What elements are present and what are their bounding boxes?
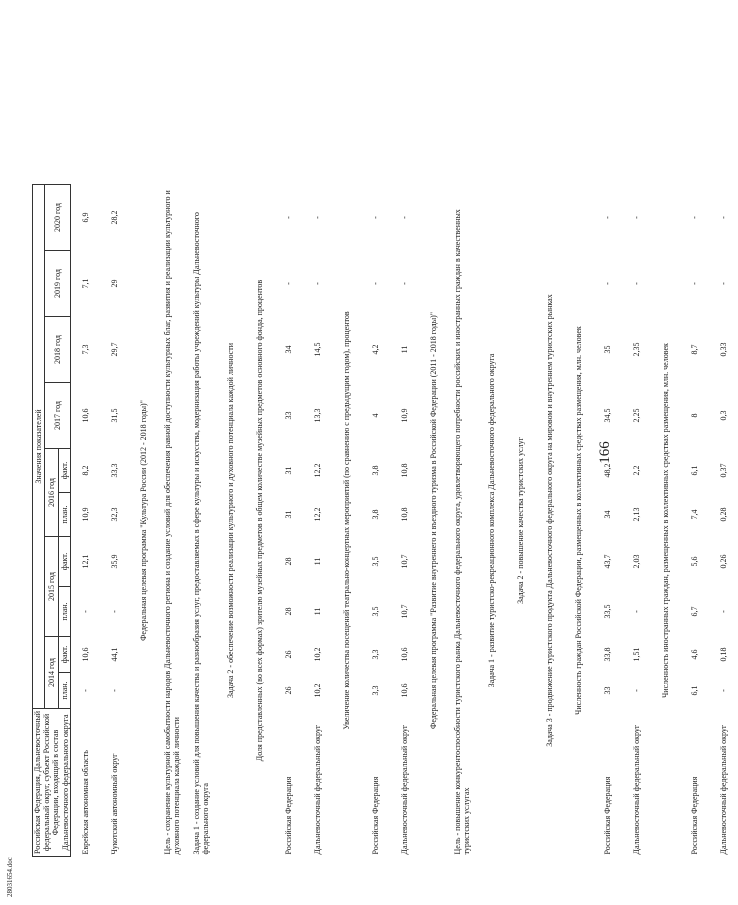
value-cell: 13,3	[312, 408, 322, 423]
value-cell: 31	[283, 466, 293, 475]
value-cell: -	[283, 282, 293, 285]
value-cell: 10,9	[80, 507, 90, 522]
value-cell: 34,5	[602, 408, 612, 423]
value-cell: 31	[283, 510, 293, 519]
row-region-name: Российская Федерация	[689, 776, 699, 855]
section-row	[419, 185, 448, 857]
value-cell: 34	[283, 345, 293, 354]
value-cell: 26	[283, 686, 293, 695]
value-cell: 0,33	[718, 342, 728, 357]
section-row	[332, 185, 361, 857]
section-row	[216, 185, 245, 857]
value-cell: 33	[283, 411, 293, 420]
row-region-name: Дальневосточный федеральный округ	[399, 724, 409, 855]
value-cell: 8	[689, 413, 699, 418]
table-header	[33, 185, 71, 857]
value-cell: -	[718, 216, 728, 219]
section-row	[535, 185, 564, 857]
value-cell: 3,8	[370, 465, 380, 476]
document-id: 28031654.doc	[6, 857, 14, 897]
value-cell: 11	[312, 607, 322, 616]
plan-header: план.	[58, 587, 70, 637]
section-heading: Задача 3 - продвижение туристского продукта Дальневосточного федерального округа на мировом и внутреннем туристских рынках	[544, 294, 554, 747]
row-region-name: Еврейская автономная область	[80, 750, 90, 855]
value-cell: 4,2	[370, 344, 380, 355]
value-cell: -	[631, 689, 641, 692]
value-cell: 8,2	[80, 465, 90, 476]
section-heading: Задача 2 - обеспечение возможности реализации культурного и духовного потенциала каждой личности	[225, 343, 235, 698]
section-row	[564, 185, 593, 857]
value-cell: -	[80, 689, 90, 692]
value-cell: 6,7	[689, 606, 699, 617]
value-cell: 33,3	[109, 463, 119, 478]
section-heading: Федеральная целевая программа "Развитие внутреннего и въездного туризма в Российской Федерации (2011 - 2018 годы)"	[428, 312, 438, 729]
value-cell: -	[718, 689, 728, 692]
row-region-name: Дальневосточный федеральный округ	[631, 724, 641, 855]
value-cell: 28	[283, 557, 293, 566]
value-cell: 33,8	[602, 647, 612, 662]
value-cell: -	[631, 216, 641, 219]
section-row	[187, 185, 216, 857]
table-row	[390, 185, 419, 857]
fact-header: факт.	[58, 449, 70, 493]
fact-header: факт.	[58, 537, 70, 587]
value-cell: 2,25	[631, 408, 641, 423]
value-cell: 6,1	[689, 465, 699, 476]
row-region-name: Российская Федерация	[370, 776, 380, 855]
plan-header: план.	[58, 493, 70, 537]
year-header-2018: 2018 год	[45, 317, 71, 383]
value-cell: -	[689, 282, 699, 285]
section-heading: Доля представленных (во всех формах) зрителю музейных предметов в общем количестве музейных предметов основного фонда, процентов	[254, 279, 264, 762]
value-cell: 8,7	[689, 344, 699, 355]
value-cell: 3,3	[370, 685, 380, 696]
value-cell: 10,2	[312, 647, 322, 662]
table-row	[361, 185, 390, 857]
value-cell: 10,8	[399, 463, 409, 478]
value-cell: 2,03	[631, 554, 641, 569]
value-cell: 34	[602, 510, 612, 519]
value-cell: 10,6	[80, 647, 90, 662]
value-cell: 10,7	[399, 604, 409, 619]
page-number: 166	[597, 441, 613, 464]
section-row	[448, 185, 477, 857]
value-cell: 0,28	[718, 507, 728, 522]
value-cell: 2,13	[631, 507, 641, 522]
value-cell: -	[312, 216, 322, 219]
value-cell: 10,2	[312, 683, 322, 698]
value-cell: 33,5	[602, 604, 612, 619]
plan-header: план.	[58, 673, 70, 709]
value-cell: 33	[602, 686, 612, 695]
value-cell: 32,3	[109, 507, 119, 522]
table-row	[622, 185, 651, 857]
value-cell: -	[689, 216, 699, 219]
value-cell: -	[631, 282, 641, 285]
table-row	[70, 185, 100, 857]
value-cell: 35	[602, 345, 612, 354]
value-cell: 43,7	[602, 554, 612, 569]
value-cell: 35,9	[109, 554, 119, 569]
value-cell: 44,1	[109, 647, 119, 662]
value-cell: 3,5	[370, 606, 380, 617]
value-cell: -	[109, 689, 119, 692]
value-cell: 12,2	[312, 507, 322, 522]
value-cell: -	[312, 282, 322, 285]
section-row	[477, 185, 506, 857]
value-cell: 6,9	[80, 212, 90, 223]
fact-header: факт.	[58, 637, 70, 673]
value-cell: 2,2	[631, 465, 641, 476]
value-cell: 1,51	[631, 647, 641, 662]
value-cell: 28,2	[109, 210, 119, 225]
section-heading: Цель - повышение конкурентоспособности туристского рынка Дальневосточного федерального округа, удовлетворяющего потребности российских и иностранных граждан в качественных туристских услугах	[453, 209, 472, 855]
value-cell: 48,2	[602, 463, 612, 478]
year-header-2019: 2019 год	[45, 251, 71, 317]
section-heading: Задача 2 - повышение качества туристских услуг	[515, 437, 525, 604]
year-header-2017: 2017 год	[45, 383, 71, 449]
value-cell: 0,18	[718, 647, 728, 662]
year-header-2014: 2014 год	[45, 637, 59, 709]
value-cell: 5,6	[689, 556, 699, 567]
row-region-name: Российская Федерация	[602, 776, 612, 855]
value-cell: 6,1	[689, 685, 699, 696]
value-cell: 31,5	[109, 408, 119, 423]
section-heading: Задача 1 - создание условий для повышения качества и разнообразия услуг, предоставляемых в сфере культуры и искусства, модернизация работы учреждений культуры Дальневосточного федерального округа	[192, 212, 211, 855]
value-cell: 0,37	[718, 463, 728, 478]
value-cell: -	[399, 282, 409, 285]
section-row	[245, 185, 274, 857]
value-cell: -	[602, 216, 612, 219]
values-title: Значения показателей	[33, 185, 45, 709]
section-row	[651, 185, 680, 857]
value-cell: 0,3	[718, 410, 728, 421]
value-cell: 3,8	[370, 509, 380, 520]
value-cell: -	[718, 610, 728, 613]
table-row	[709, 185, 738, 857]
value-cell: 7,3	[80, 344, 90, 355]
region-column-header: Российская Федерация, Дальневосточный федеральный округ, субъект Российской Федерации, входящий в состав Дальневосточного федерального округа	[33, 709, 71, 857]
section-heading: Численность граждан Российской Федерации, размещенных в коллективных средствах размещения, млн. человек	[573, 326, 583, 715]
value-cell: 14,5	[312, 342, 322, 357]
value-cell: 10,8	[399, 507, 409, 522]
table-body	[70, 185, 738, 857]
value-cell: 7,4	[689, 509, 699, 520]
table-row	[680, 185, 709, 857]
value-cell: -	[602, 282, 612, 285]
table-row	[303, 185, 332, 857]
value-cell: -	[718, 282, 728, 285]
value-cell: -	[399, 216, 409, 219]
indicators-table	[32, 184, 738, 857]
value-cell: 3,3	[370, 649, 380, 660]
value-cell: 29	[109, 279, 119, 288]
value-cell: -	[631, 610, 641, 613]
section-row	[158, 185, 187, 857]
value-cell: -	[283, 216, 293, 219]
section-heading: Цель - сохранение культурной самобытности народов Дальневосточного региона и создание условий для обеспечения равной доступности культурных благ, развития и реализации культурного и духовного потенциала каждой личности	[163, 190, 182, 855]
row-region-name: Дальневосточный федеральный округ	[718, 724, 728, 855]
section-heading: Федеральная целевая программа "Культура России (2012 - 2018 годы)"	[138, 400, 148, 641]
value-cell: 4,6	[689, 649, 699, 660]
section-heading: Задача 1 - развитие туристско-рекреационного комплекса Дальневосточного федерального округа	[486, 353, 496, 688]
value-cell: 10,9	[399, 408, 409, 423]
value-cell: 0,26	[718, 554, 728, 569]
value-cell: -	[370, 282, 380, 285]
value-cell: -	[80, 610, 90, 613]
section-row	[506, 185, 535, 857]
value-cell: 28	[283, 607, 293, 616]
value-cell: 26	[283, 650, 293, 659]
row-region-name: Чукотский автономный округ	[109, 753, 119, 855]
value-cell: -	[109, 610, 119, 613]
value-cell: 2,35	[631, 342, 641, 357]
year-header-2020: 2020 год	[45, 185, 71, 251]
value-cell: 12,1	[80, 554, 90, 569]
section-heading: Численность иностранных граждан, размещенных в коллективных средствах размещения, млн. человек	[660, 343, 670, 698]
value-cell: 7,1	[80, 278, 90, 289]
table-row	[100, 185, 129, 857]
value-cell: 4	[370, 413, 380, 418]
value-cell: 3,5	[370, 556, 380, 567]
value-cell: 11	[399, 345, 409, 354]
value-cell: 10,6	[80, 408, 90, 423]
year-header-2015: 2015 год	[45, 537, 59, 637]
value-cell: -	[370, 216, 380, 219]
row-region-name: Дальневосточный федеральный округ	[312, 724, 322, 855]
year-header-2016: 2016 год	[45, 449, 59, 537]
value-cell: 10,6	[399, 683, 409, 698]
value-cell: 10,6	[399, 647, 409, 662]
value-cell: 11	[312, 557, 322, 566]
value-cell: 10,7	[399, 554, 409, 569]
row-region-name: Российская Федерация	[283, 776, 293, 855]
section-row	[129, 185, 158, 857]
value-cell: 29,7	[109, 342, 119, 357]
value-cell: 12,2	[312, 463, 322, 478]
section-heading: Увеличение количества посещений театрально-концертных мероприятий (по сравнению с предыдущим годом), процентов	[341, 311, 351, 730]
table-row	[274, 185, 303, 857]
